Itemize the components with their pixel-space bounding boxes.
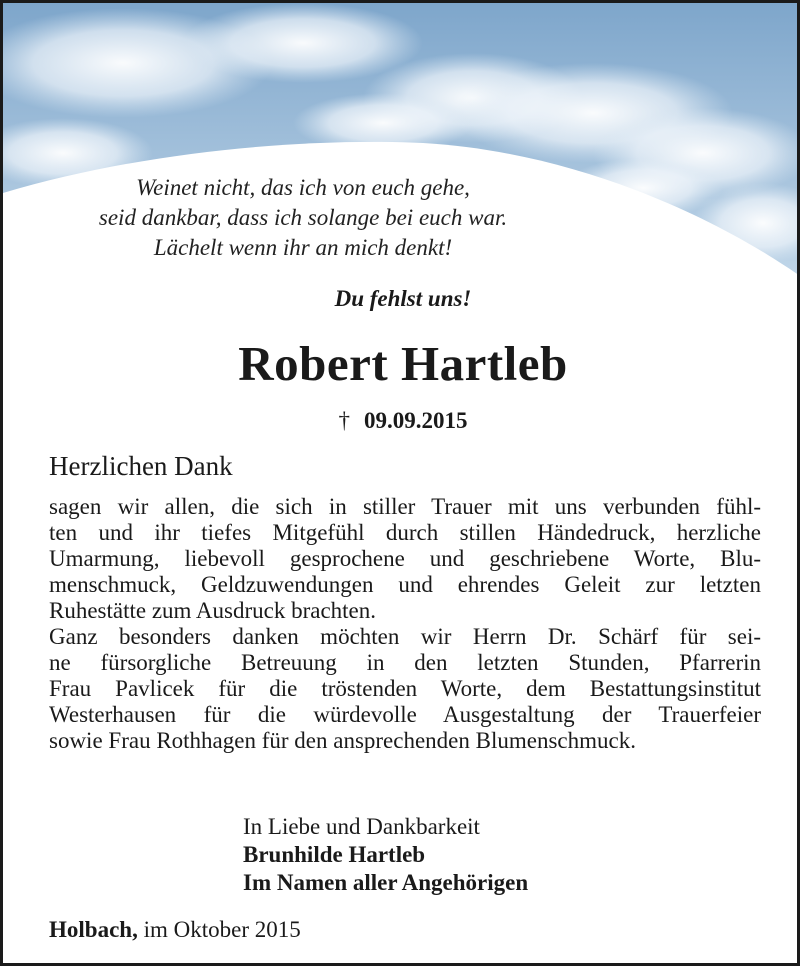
- motto: Du fehlst uns!: [334, 286, 472, 311]
- body-line: ten und ihr tiefes Mitgefühl durch stillen Händedruck, herzliche: [49, 520, 761, 545]
- cross-icon: †: [338, 408, 350, 433]
- poem-line: Weinet nicht, das ich von euch gehe,: [136, 175, 470, 200]
- poem-line: Lächelt wenn ihr an mich denkt!: [153, 235, 453, 260]
- body-line: Ruhestätte zum Ausdruck brachten.: [49, 598, 377, 623]
- body-line: sowie Frau Rothhagen für den ansprechenden Blumenschmuck.: [49, 728, 636, 753]
- body-line: ne fürsorgliche Betreuung in den letzten Stunden, Pfarrerin: [49, 650, 761, 675]
- death-date-line: [3, 408, 800, 434]
- deceased-name: Robert Hartleb: [238, 336, 568, 391]
- thanks-body: [49, 494, 761, 754]
- body-line: Westerhausen für die würdevolle Ausgestaltung der Trauerfeier: [49, 702, 761, 727]
- body-line: Ganz besonders danken möchten wir Herrn Dr. Schärf für sei-: [49, 624, 761, 649]
- publication-date: im Oktober 2015: [143, 917, 301, 942]
- thanks-heading: Herzlichen Dank: [49, 451, 233, 481]
- poem-line: seid dankbar, dass ich solange bei euch war.: [98, 205, 508, 230]
- place: Holbach,: [49, 917, 138, 942]
- body-line: Umarmung, liebevoll gesprochene und geschriebene Worte, Blu-: [49, 546, 761, 571]
- signature-name: Brunhilde Hartleb: [243, 842, 426, 867]
- body-line: sagen wir allen, die sich in stiller Trauer mit uns verbunden fühl-: [49, 494, 761, 519]
- body-line: Frau Pavlicek für die tröstenden Worte, dem Bestattungsinstitut: [49, 676, 761, 701]
- memorial-poem: [23, 173, 583, 263]
- death-date: 09.09.2015: [364, 408, 468, 433]
- place-date: [49, 917, 301, 943]
- signature-family: Im Namen aller Angehörigen: [243, 870, 529, 895]
- signature-closing: In Liebe und Dankbarkeit: [243, 814, 480, 839]
- body-line: menschmuck, Geldzuwendungen und ehrendes Geleit zur letzten: [49, 572, 761, 597]
- signature-block: [243, 813, 528, 897]
